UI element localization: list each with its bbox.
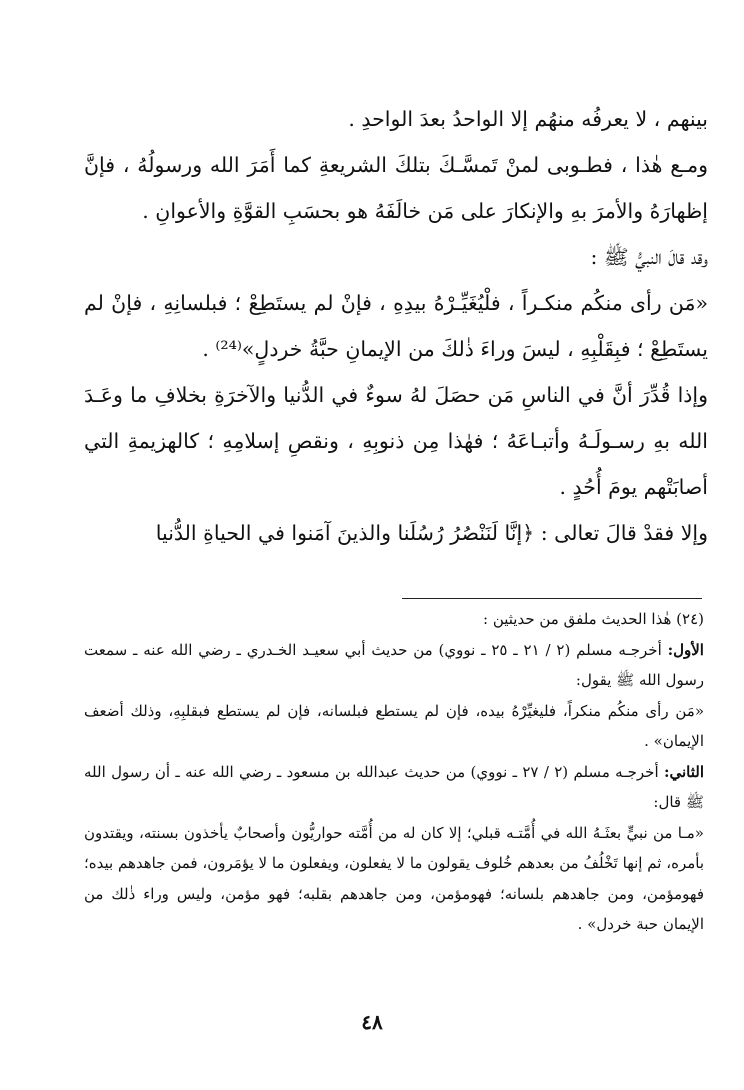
hadith-quote: «مَن رأى منكُم منكـراً ، فلْيُغَيِّـرْهُ بيدِهِ ، فإنْ لم يستَطِعْ ؛ فبلسانِهِ ، فإنْ لم يستَطِعْ ؛ فبِقَلْبِهِ ، ليسَ وراءَ ذٰلكَ من الإيمانِ حبَّةُ خردلٍ»⁽²⁴⁾ . [84, 291, 708, 361]
main-text [84, 96, 708, 556]
footnote-second-text: «مـا من نبيٍّ بعثَـهُ الله في أُمَّتـه قبلي؛ إلا كان له من أُمَّته حواريُّون وأصحابٌ يأخذون بسنته، ويقتدون بأمره، ثم إنها تَخْلُفُ من بعدهم خُلوف يقولون ما لا يفعلون، ويفعلون ما لا يؤمَرون، فمن جاهدهم بيده؛ فهومؤمن، ومن جاهدهم بلسانه؛ فهومؤمن، ومن جاهدهم بقلبه؛ فهو مؤمن، وليس وراء ذٰلك من الإيمان حبة خردل» . [84, 823, 704, 933]
footnote-second-label: الثاني: [663, 762, 705, 781]
footnote-first-text: «مَن رأى منكُم منكراً، فليغيِّرْهُ بيده، فإن لم يستطع فبلسانه، فإن لم يستطع فبقلبِهِ، وذلك أضعف الإيمان» . [84, 701, 704, 750]
quran-verse-line: وإلا فقدْ قالَ تعالى : ﴿إنَّا لَنَنْصُرُ رُسُلَنا والذينَ آمَنوا في الحياةِ الدُّنيا [155, 521, 708, 545]
paragraph: ومـع هٰذا ، فطـوبى لمنْ تَمسَّـكَ بتلكَ الشريعةِ كما أَمَرَ الله ورسولُهُ ، فإنَّ إظهارَهُ والأمرَ بهِ والإنكارَ على مَن خالَفَهُ هو بحسَبِ القوَّةِ والأعوانِ . [84, 153, 708, 223]
footnote-first-label: الأول: [667, 640, 704, 659]
paragraph: وإذا قُدِّرَ أنَّ في الناسِ مَن حصَلَ لهُ سوءٌ في الدُّنيا والآخرَةِ بخلافِ ما وعَـدَ الله بهِ رسـولَـهُ وأتبـاعَهُ ؛ فهٰذا مِن ذنوبِهِ ، ونقصِ إسلامِهِ ؛ كالهزيمةِ التي أصابَتْهم يومَ أُحُدٍ . [84, 383, 708, 499]
footnote-second [84, 757, 704, 818]
paragraph: بينهم ، لا يعرفُه منهُم إلا الواحدُ بعدَ الواحدِ . [348, 107, 708, 131]
page-number: ٤٨ [361, 1010, 383, 1034]
footnote-first-source: أخرجـه مسلم (٢ / ٢١ ـ ٢٥ ـ نووي) من حديث أبي سعيـد الخـدري ـ رضي الله عنه ـ سمعت رسول الله ﷺ يقول: [84, 640, 704, 689]
footnotes [84, 604, 704, 940]
footnote-separator [402, 598, 702, 599]
footnote-second-source: أخرجـه مسلم (٢ / ٢٧ ـ نووي) من حديث عبدالله بن مسعود ـ رضي الله عنه ـ أن رسول الله ﷺ قال: [84, 762, 704, 811]
paragraph: وقد قالَ النبيُّ ﷺ : [590, 245, 708, 269]
footnote-first [84, 635, 704, 696]
footnote-heading: (٢٤) هٰذا الحديث ملفق من حديثين : [483, 610, 704, 628]
